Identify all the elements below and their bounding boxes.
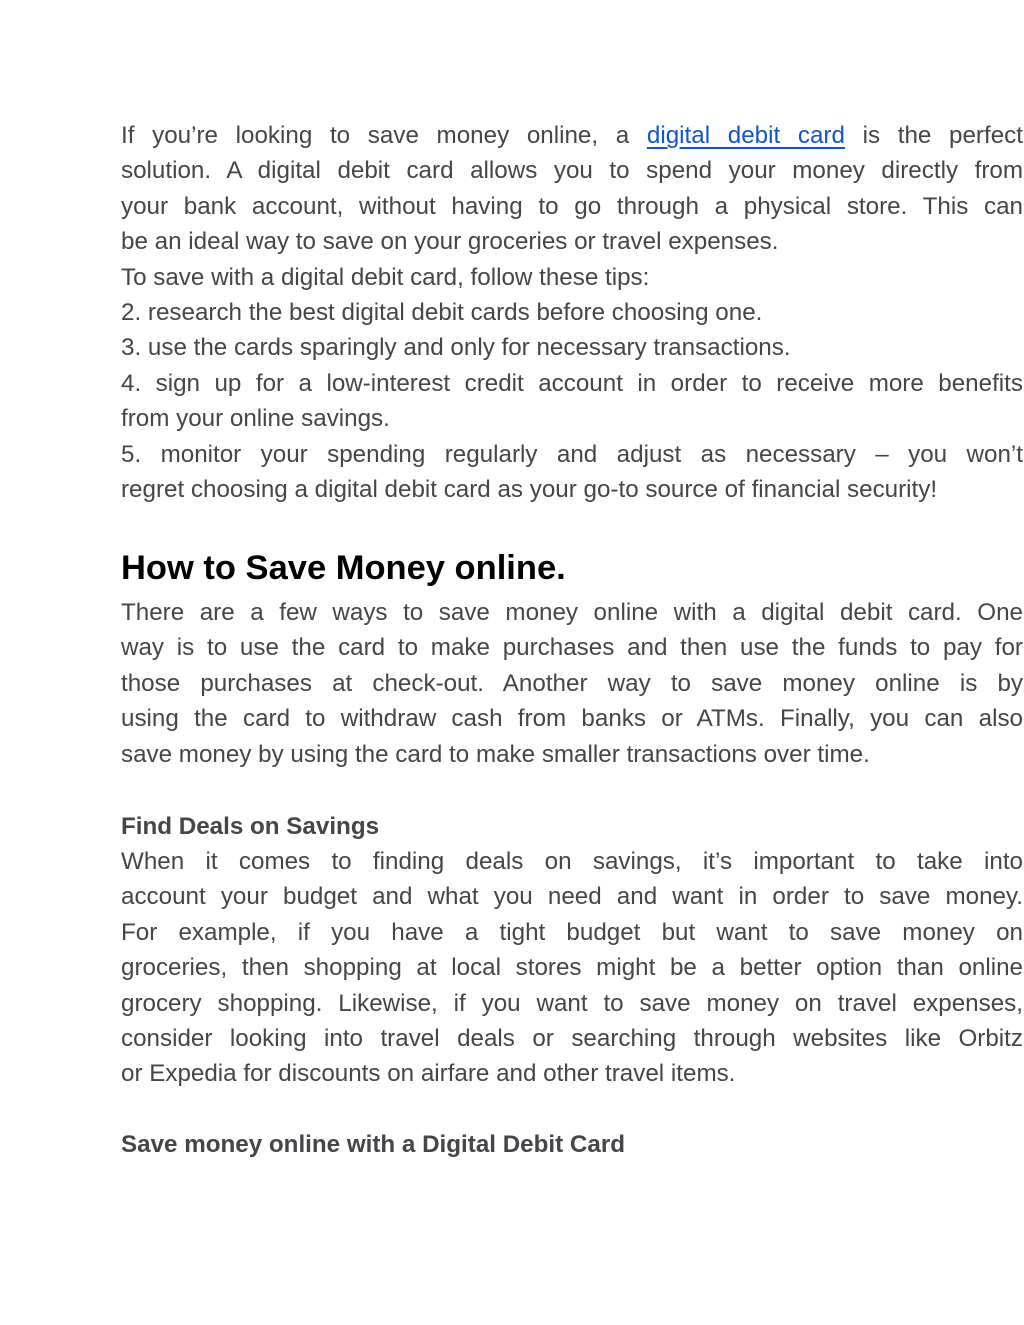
section-heading-how-to-save: How to Save Money online. bbox=[121, 549, 566, 587]
tip-2: 2. research the best digital debit cards before choosing one. bbox=[121, 299, 763, 327]
section-heading-find-deals: Find Deals on Savings bbox=[121, 813, 380, 840]
paragraph-line: There are a few ways to save money online with a digital debit card. One bbox=[121, 599, 1023, 626]
paragraph-line: way is to use the card to make purchases and then use the funds to pay for bbox=[121, 634, 1023, 662]
how-to-save-paragraph bbox=[121, 595, 1023, 772]
intro-line-4: be an ideal way to save on your groceries or travel expenses. bbox=[121, 228, 779, 256]
intro-paragraph bbox=[121, 118, 1023, 507]
paragraph-line: save money by using the card to make smaller transactions over time. bbox=[121, 740, 870, 768]
digital-debit-card-link[interactable]: digital debit card bbox=[646, 122, 845, 149]
paragraph-line: those purchases at check-out. Another way to save money online is by bbox=[121, 669, 1023, 697]
intro-line-1 bbox=[121, 118, 1023, 153]
find-deals-paragraph bbox=[121, 844, 1023, 1092]
paragraph-line: groceries, then shopping at local stores might be a better option than online bbox=[121, 954, 1023, 982]
paragraph-line: consider looking into travel deals or searching through websites like Orbitz bbox=[121, 1025, 1023, 1053]
tip-4-line-1: 4. sign up for a low-interest credit account in order to receive more benefits bbox=[121, 369, 1023, 397]
paragraph-line: or Expedia for discounts on airfare and other travel items. bbox=[121, 1060, 736, 1088]
paragraph-line: When it comes to finding deals on savings, it’s important to take into bbox=[121, 848, 1023, 875]
paragraph-line: account your budget and what you need and want in order to save money. bbox=[121, 883, 1023, 911]
section-heading-save-with-card: Save money online with a Digital Debit Card bbox=[121, 1131, 626, 1158]
tips-intro: To save with a digital debit card, follow these tips: bbox=[121, 263, 650, 291]
intro-line-2: solution. A digital debit card allows you to spend your money directly from bbox=[121, 157, 1023, 185]
tip-3: 3. use the cards sparingly and only for necessary transactions. bbox=[121, 334, 791, 362]
intro-line-3: your bank account, without having to go through a physical store. This can bbox=[121, 192, 1023, 220]
paragraph-line: For example, if you have a tight budget but want to save money on bbox=[121, 918, 1023, 946]
tip-5-line-1: 5. monitor your spending regularly and adjust as necessary – you won’t bbox=[121, 440, 1023, 468]
intro-text: If you’re looking to save money online, a bbox=[121, 122, 630, 149]
paragraph-line: using the card to withdraw cash from banks or ATMs. Finally, you can also bbox=[121, 705, 1023, 733]
tip-4-line-2: from your online savings. bbox=[121, 405, 390, 433]
tip-5-line-2: regret choosing a digital debit card as your go-to source of financial security! bbox=[121, 476, 938, 504]
paragraph-line: grocery shopping. Likewise, if you want to save money on travel expenses, bbox=[121, 989, 1023, 1017]
intro-text: is the perfect bbox=[862, 122, 1023, 149]
